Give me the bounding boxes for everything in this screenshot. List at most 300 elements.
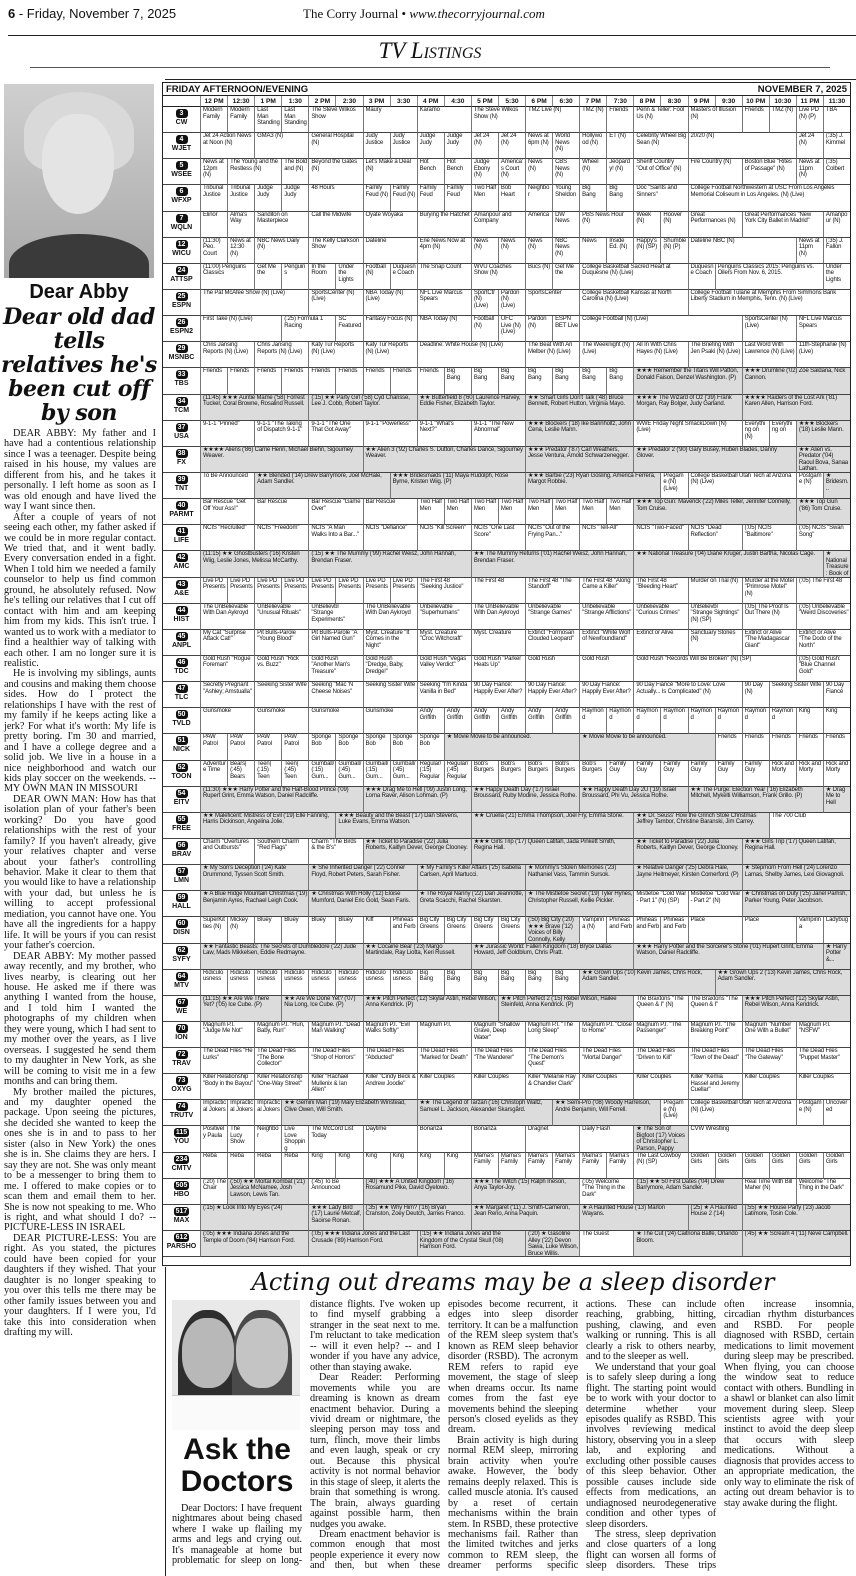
channel-number: 5 — [176, 161, 188, 170]
program-listing: Football (N) — [363, 264, 390, 290]
program-listing: Friends — [335, 368, 362, 394]
dear-abby-body — [4, 429, 156, 1338]
program-listing: Mistletoe "Cold War - Part 2" (N) — [688, 891, 742, 917]
movie-listing: ★★ Pitch Perfect 2 ('15) Rebel Wilson, Hailee Steinfeld, Anna Kendrick. (P) — [498, 996, 633, 1022]
program-listing: News at 11pm (N) — [796, 159, 823, 185]
time-slot-header: 5 PM — [471, 96, 498, 107]
program-listing: Magnum P.I. "NSFW" — [796, 1022, 850, 1048]
channel-number: 38 — [176, 449, 188, 458]
time-slot-header: 12:30 — [227, 96, 254, 107]
program-listing: The Steve Wilkos Show (N) — [471, 107, 525, 133]
program-listing: Phineas and Ferb — [633, 917, 660, 943]
program-listing: PAW Patrol — [227, 734, 254, 760]
movie-listing: ★ A Blue Ridge Mountain Christmas ('19) Benjamin Ayres, Rachael Leigh Cook. — [200, 891, 308, 917]
movie-listing: ★★★ Top Gun: Maverick ('22) Miles Teller, Jennifer Connelly, Tom Cruise. — [633, 499, 796, 525]
program-listing: Golden Girls — [688, 1153, 715, 1179]
program-listing: King — [444, 1153, 471, 1179]
movie-listing: ★ Mommy's Stolen Memories ('23) Nathaniel Vass, Tammin Sursok. — [525, 865, 633, 891]
program-listing: SportsCenter — [525, 290, 579, 316]
program-listing: (:05) Gold Rush: "Blue Channel Gold" — [796, 656, 850, 682]
channel-call-sign: MTV — [174, 981, 189, 989]
program-listing: Extinct "Formosan Clouded Leopard" — [525, 630, 579, 656]
movie-listing: ★★ Happy Death Day ('17) Israel Broussard, Ruby Modine, Jessica Rothe. — [471, 787, 579, 813]
movie-listing: ★★ Smart Girls Don't Talk ('48) Bruce Bennett, Robert Hutton, Virginia Mayo. — [525, 395, 633, 421]
program-listing: Under the Lights — [335, 264, 362, 290]
program-listing: Sheriff Country "Out of Office" (N) — [633, 159, 687, 185]
paragraph: Dream enactment behavior is common enough that most people experience it every now and then, but when these episodes become recurrent, it edges into sleep disorder territory. It can be a malfunction of the REM sleep system that's known as REM sleep behavior disorder (RSBD). The acronym REM refers to rapid eye movement, the stage of sleep when dreams occur. Its name comes from the fast eye movements behind the sleeping person's closed eyelids as they dream. — [310, 1299, 578, 1572]
program-listing: Jet 24 (N) — [796, 133, 823, 159]
movie-listing: ★ The Cut ('24) Caitriona Balfe, Orlando Bloom. — [633, 1231, 741, 1257]
program-listing: TMZ (N) — [769, 107, 796, 133]
program-listing: WVU Coaches Show (N) — [471, 264, 525, 290]
channel-number: 59 — [176, 893, 188, 902]
channel-number: 46 — [176, 658, 188, 667]
channel-call-sign: A&E — [174, 589, 189, 597]
program-listing: Oyate Woyaka — [363, 212, 417, 238]
program-listing: PAW Patrol — [281, 734, 308, 760]
program-listing: The Bold and (N) — [281, 159, 308, 185]
channel-label — [163, 787, 200, 813]
program-listing: Regular/(:45) Regular — [444, 761, 471, 787]
program-listing: Postgame (N) — [796, 473, 823, 499]
program-listing: UnBelievbl "Strange Sightings" (N) (SP) — [688, 604, 742, 630]
program-listing: Bob's Burgers — [525, 761, 552, 787]
program-listing: 90 Day Fiancé: Happily Ever After? — [579, 682, 633, 708]
program-listing: Judge Judy — [254, 185, 281, 211]
program-listing: Live PD Presents — [200, 578, 227, 604]
program-listing: Teen|(:15) Teen — [254, 761, 281, 787]
program-listing: Fantasy Focus (N) — [363, 316, 417, 342]
program-listing: Friends — [363, 368, 390, 394]
movie-listing: ★★ Happy Death Day 2U ('19) Israel Broussard, Phi Vu, Jessica Rothe. — [579, 787, 687, 813]
program-listing: 9-1-1 "Powerless" — [363, 421, 417, 447]
program-listing: Two Half Men — [471, 499, 498, 525]
channel-number: 50 — [176, 710, 188, 719]
channel-number: 505 — [175, 1181, 188, 1189]
program-listing: The Braxtons "The Queen & I" — [688, 996, 742, 1022]
channel-header — [163, 96, 200, 107]
movie-listing: (:15) ★★ Indiana Jones and the Kingdom of the Crystal Skull ('08) Harrison Ford. — [417, 1231, 525, 1257]
movie-listing: ★ Drag Me to Hell — [823, 787, 850, 813]
channel-call-sign: NICK — [172, 746, 191, 754]
program-listing: Killer "Cindy Beck & Andrew Joodie" — [363, 1074, 417, 1100]
program-listing: King — [363, 1153, 390, 1179]
channel-call-sign: WICU — [172, 249, 191, 257]
program-listing: Gold Rush "Records Will Be Broken" (N) (SP) — [633, 656, 796, 682]
program-listing: America — [525, 212, 552, 238]
channel-label — [163, 839, 200, 865]
program-listing: Seeking "I'm Kinda Vanilla in Bed" — [417, 682, 471, 708]
program-listing: Two Half Men — [606, 499, 633, 525]
paper-url[interactable]: www.thecorryjournal.com — [409, 6, 545, 21]
program-listing: Killer Couples — [579, 1074, 633, 1100]
program-listing: (:35) Colbert — [823, 159, 850, 185]
program-listing: 90 Day (N) — [742, 682, 769, 708]
program-listing: NCIS "A Man Walks Into a Bar..." — [308, 525, 362, 551]
program-listing: Big City Greens — [471, 917, 498, 943]
program-listing: Last Word With Lawrence (N) (Live) — [742, 342, 796, 368]
program-listing: Mama's Family — [579, 1153, 606, 1179]
channel-number: 29 — [176, 344, 188, 353]
movie-listing: ★★ Cruella ('21) Emma Thompson, Joel Fry, Emma Stone. — [471, 813, 634, 839]
program-listing: Magnum P.I. "Dead Man Walking" — [308, 1022, 362, 1048]
program-listing: The Dead Files "He Lurks" — [200, 1048, 254, 1074]
program-listing: Magnum P.I. "Judge Me Not" — [200, 1022, 254, 1048]
program-listing: Gold Rush "Parker Heats Up" — [471, 656, 525, 682]
time-slot-header: 9 PM — [688, 96, 715, 107]
tv-listings-grid — [162, 82, 851, 1266]
movie-listing: ★★★★ The Wizard of Oz ('39) Frank Morgan, Ray Bolger, Judy Garland. — [633, 395, 741, 421]
program-listing: SpongeBob — [335, 734, 362, 760]
program-listing: Rick and Morty — [769, 761, 796, 787]
movie-listing: ★★ Grown Ups 2 ('13) Kevin James, Chris Rock, Adam Sandler. — [715, 970, 850, 996]
program-listing: Raymond — [606, 708, 633, 734]
program-listing: Ridiculousness — [335, 970, 362, 996]
program-listing: Friends — [308, 368, 335, 394]
movie-listing: ★★★★ Aliens ('86) Carrie Henn, Michael Biehn, Sigourney Weaver. — [200, 447, 363, 473]
program-listing: Two Half Men — [525, 499, 552, 525]
program-listing: Extinct or Alive "The Dodo of the North" — [796, 630, 850, 656]
ask-doctors-headline: Acting out dreams may be a sleep disorder — [251, 1268, 775, 1296]
channel-number: 26 — [176, 318, 188, 327]
program-listing: SuperKitties (N) — [200, 917, 227, 943]
channel-call-sign: WJET — [171, 145, 192, 153]
program-listing: Killer Couples — [633, 1074, 687, 1100]
movie-listing: ★★ Semi-Pro ('08) Woody Harrelson, André Benjamin, Will Ferrell. — [552, 1100, 660, 1126]
program-listing: News at 6pm (N) — [525, 133, 552, 159]
program-listing: Vampirina — [796, 917, 823, 943]
movie-listing: ★★ Predator 2 ('90) Gary Busey, Ruben Blades, Danny Glover. — [633, 447, 796, 473]
time-slot-header: 3 PM — [363, 96, 390, 107]
program-listing: Big Bang — [525, 970, 552, 996]
program-listing: Friends — [796, 734, 823, 760]
program-listing: Gunsmoke — [254, 708, 308, 734]
program-listing: America's Court (N) — [498, 159, 525, 185]
schedule-grid — [163, 96, 850, 1257]
movie-listing: ★ A Haunted House ('13) Marlon Wayans. — [579, 1205, 687, 1231]
movie-listing: (:50) ★★ Mortal Kombat ('21) Jessica McNamee, Josh Lawson, Lewis Tan. — [227, 1179, 308, 1205]
channel-label — [163, 970, 200, 996]
channel-number: 45 — [176, 632, 188, 641]
program-listing: Family Feud — [417, 185, 444, 211]
channel-call-sign: FREE — [172, 824, 191, 832]
program-listing: The Steve Wilkos Show — [308, 107, 362, 133]
program-listing: (:05) NCIS "Baltimore" — [742, 525, 796, 551]
channel-call-sign: ESPN — [171, 301, 192, 309]
program-listing: Big Bang — [552, 970, 579, 996]
program-listing: Reba — [200, 1153, 227, 1179]
program-listing: King — [308, 1153, 335, 1179]
movie-listing: ★★★ Bridesmaids ('11) Maya Rudolph, Rose Byrne, Kristen Wiig. (P) — [390, 473, 525, 499]
program-listing: Big Bang — [417, 970, 444, 996]
program-listing: Wheel (N) — [579, 159, 606, 185]
program-listing: Alma's Way — [227, 212, 254, 238]
movie-listing: ★ Movie Movie to be announced. — [444, 734, 579, 760]
program-listing: Bluey — [281, 917, 308, 943]
program-listing: Ridiculousness — [390, 970, 417, 996]
program-listing: The Weeknight (N) (Live) — [579, 342, 633, 368]
program-listing: Bob's Burgers — [471, 761, 498, 787]
program-listing: Under the Lights — [823, 264, 850, 290]
channel-number: 55 — [176, 815, 188, 824]
program-listing: Magnum P.I. "Evil Walks Softly" — [363, 1022, 417, 1048]
channel-label — [163, 159, 200, 185]
movie-listing: (:35) ★★ Why Him? ('16) Bryan Cranston, Zoey Deutch, James Franco. — [363, 1205, 471, 1231]
program-listing: News (N) — [525, 159, 552, 185]
program-listing: The Dead Files "Driven to Kill" — [633, 1048, 687, 1074]
movie-listing: ★ The Royal Nanny ('22) Dan Jeannotte, Greta Scacchi, Rachel Skarsten. — [417, 891, 525, 917]
movie-listing: (11:45) ★★★ Auntie Mame ('58) Forrest Tucker, Coral Browne, Rosalind Russell. — [200, 395, 308, 421]
program-listing: The Dead Files "The Gateway" — [742, 1048, 796, 1074]
program-listing: 9-1-1 "What's Next?" — [417, 421, 471, 447]
movie-listing: ★★★ Girls Trip ('17) Queen Latifah, Jada Pinkett Smith, Regina Hall. — [471, 839, 634, 865]
program-listing: Impractical Jokers — [200, 1100, 227, 1126]
channel-number: 34 — [176, 397, 188, 406]
program-listing: Mickey (N) — [227, 917, 254, 943]
paper-name: The Corry Journal • — [303, 6, 410, 21]
program-listing: Jet 24 Action News at Noon (N) — [200, 133, 254, 159]
channel-call-sign: CW — [175, 119, 188, 126]
program-listing: (:45) To Be Announced — [308, 1179, 362, 1205]
program-listing: Boston Blue "Rites of Passage" (N) — [742, 159, 796, 185]
channel-label — [163, 1048, 200, 1074]
channel-number: 43 — [176, 580, 188, 589]
movie-listing: ★★★ Pitch Perfect ('12) Skylar Astin, Rebel Wilson, Anna Kendrick. — [742, 996, 850, 1022]
movie-listing: ★★ Margaret ('11) J. Smith-Cameron, Jean Reno, Anna Paquin. — [471, 1205, 579, 1231]
channel-number: 72 — [176, 1050, 188, 1059]
channel-number: 44 — [176, 606, 188, 615]
movie-listing: (:15) ★★ 50 First Dates ('04) Drew Barrymore, Adam Sandler. — [633, 1179, 741, 1205]
channel-label — [163, 1153, 200, 1179]
program-listing: Big Bang — [606, 368, 633, 394]
page-header — [8, 4, 856, 36]
program-listing: Live PD Presents — [281, 578, 308, 604]
program-listing: Welcome "The Thing in the Dark" — [796, 1179, 850, 1205]
program-listing: My Cat "Surprise Attack Cat!" — [200, 630, 254, 656]
movie-listing: ★ Harry Potter &... — [823, 944, 850, 970]
channel-label — [163, 473, 200, 499]
movie-listing: (:15) ★★ The Mummy ('99) Rachel Weisz, John Hannah, Brendan Fraser. — [308, 551, 471, 577]
channel-label — [163, 656, 200, 682]
time-slot-header: 9:30 — [715, 96, 742, 107]
section-title: TV Listings — [30, 36, 830, 68]
channel-number: 74 — [176, 1102, 188, 1111]
program-listing: NCIS "Freedom" — [254, 525, 308, 551]
program-listing: (:20) The Chair — [200, 1179, 227, 1205]
program-listing: Positively Paula — [200, 1126, 227, 1152]
channel-call-sign: MSNBC — [168, 354, 195, 362]
movie-listing: ★★ Butterfield 8 ('60) Laurence Harvey, Eddie Fisher, Elizabeth Taylor. — [417, 395, 525, 421]
time-slot-header: 10 PM — [742, 96, 769, 107]
program-listing: College Basketball Sacred Heart at Duquesne (N) (Live) — [579, 264, 687, 290]
program-listing: News (N) — [471, 238, 498, 264]
channel-label — [163, 578, 200, 604]
channel-number: 54 — [176, 789, 188, 798]
channel-call-sign: EITV — [173, 798, 190, 806]
program-listing: 9-1-1 "The New Abnormal" — [471, 421, 525, 447]
program-listing: Live PD Presents — [308, 578, 335, 604]
program-listing: Place — [688, 917, 742, 943]
program-listing: Ladybug — [823, 917, 850, 943]
program-listing: Regular/(:15) Regular — [417, 761, 444, 787]
program-listing: Big Bang — [525, 368, 552, 394]
channel-label — [163, 708, 200, 734]
program-listing: PAW Patrol — [200, 734, 227, 760]
time-slot-header: 8:30 — [660, 96, 687, 107]
program-listing: Magnum P.I. "The Passenger" — [633, 1022, 687, 1048]
program-listing: Inside Ed. (N) — [606, 238, 633, 264]
program-listing: 90 Day Fiancé "More to Love: Love Actually... Is Complicated" (N) — [633, 682, 741, 708]
program-listing: Ridiculousness — [281, 970, 308, 996]
movie-listing: ★★★ Barbie ('23) Ryan Gosling, America Ferrera, Margot Robbie. — [525, 473, 660, 499]
program-listing: (:05) The First 48 — [796, 578, 850, 604]
program-listing: Big Bang — [579, 185, 606, 211]
channel-number: 612 — [175, 1234, 188, 1242]
program-listing: Karamo — [417, 107, 471, 133]
program-listing: Place — [742, 917, 796, 943]
program-listing: Friends — [390, 368, 417, 394]
masthead — [303, 6, 545, 22]
channel-label — [163, 1205, 200, 1231]
program-listing: Friends — [715, 734, 742, 760]
program-listing: Duquesne Coach — [688, 264, 715, 290]
program-listing: NBA Today (N) — [417, 316, 471, 342]
program-listing: Unbelievable "Strange Games" — [525, 604, 579, 630]
program-listing: Penn & Teller: Fool Us (N) — [633, 107, 687, 133]
program-listing: Two Half Men — [471, 185, 498, 211]
movie-listing: ★★★ Top Gun ('86) Tom Cruise. — [796, 499, 850, 525]
program-listing: Seeking "Mac 'N Cheese Noises" — [308, 682, 362, 708]
program-listing: Gold Rush "Rogue Foreman" — [200, 656, 254, 682]
paragraph: DEAR PICTURE-LESS: You are right. As you stated, the pictures could have been copied for your daughters if they wished. That your daughter is no longer speaking to you over this tells me there may be other family issues between you and your daughters. If I were you, I'd take this into consideration when drafting my will. — [4, 1232, 156, 1338]
program-listing: Call the Midwife — [308, 212, 362, 238]
program-listing: Raymond — [579, 708, 606, 734]
channel-label — [163, 316, 200, 342]
time-slot-header: 7:30 — [606, 96, 633, 107]
program-listing: The Last Cowboy (N) (SP) — [633, 1153, 687, 1179]
program-listing: PBS News Hour (N) — [579, 212, 633, 238]
program-listing: Get Me the — [552, 264, 579, 290]
channel-number: 7 — [176, 214, 188, 223]
program-listing: Judy Justice — [363, 133, 390, 159]
program-listing: Killer "Rachael Mullenix & Ian Allen" — [308, 1074, 362, 1100]
program-listing: UnBelievable "Unusual Rituals" — [254, 604, 308, 630]
movie-listing: ★★★ Beauty and the Beast ('17) Dan Stevens, Luke Evans, Emma Watson. — [335, 813, 470, 839]
program-listing: Mama's Family — [525, 1153, 552, 1179]
paragraph: He is involving my siblings, aunts and cousins and making them choose sides. How do I protect the relationships I have with the rest of my family if he keeps acting like a jerk? For what it's worth: My life is pretty boring. I'm 30 and married, and I have a college degree and a solid job. We live in a house in a nice neighborhood and watch our kids play soccer on the weekends. -- MY OWN MAN IN MISSOURI — [4, 668, 156, 795]
program-listing: Seeking Sister Wife — [254, 682, 308, 708]
program-listing: Ridiculousness — [308, 970, 335, 996]
program-listing: (11:00) Penguins Classics — [200, 264, 254, 290]
program-listing: The UnBelievable With Dan Aykroyd — [200, 604, 254, 630]
program-listing: Raymond — [715, 708, 742, 734]
movie-listing: (11:30) ★★★ Harry Potter and the Half-Blood Prince ('09) Rupert Grint, Emma Watson, Daniel Radcliffe. — [200, 787, 363, 813]
channel-call-sign: WQLN — [170, 223, 193, 231]
program-listing: The Pat McAfee Show (N) (Live) — [200, 290, 308, 316]
program-listing: Pit Bulls-Parole "Young Blood" — [254, 630, 308, 656]
channel-label — [163, 891, 200, 917]
program-listing: Charm "Overtures and Outbursts" — [200, 839, 254, 865]
program-listing: (:25) Formula 1 Racing — [281, 316, 335, 342]
channel-label — [163, 917, 200, 943]
program-listing: Maury — [363, 107, 417, 133]
channel-number: 41 — [176, 527, 188, 536]
program-listing: Young Sheldon — [552, 185, 579, 211]
program-listing: NCIS "Dead Reflection" — [688, 525, 742, 551]
program-listing: Judge Judy — [281, 185, 308, 211]
program-listing: Unbelievable "Curious Crimes" — [633, 604, 687, 630]
movie-listing: ★★ Fantastic Beasts: The Secrets of Dumbledore ('22) Jude Law, Mads Mikkelsen, Eddie Redmayne. — [200, 944, 363, 970]
program-listing: WWE Friday Night SmackDown (N) (Live) — [633, 421, 741, 447]
program-listing: Fire Country (N) — [688, 159, 742, 185]
program-listing: The Dead Files "Abducted" — [363, 1048, 417, 1074]
program-listing: Magnum P.I. "The Breaking Point" — [688, 1022, 742, 1048]
program-listing: Raymond — [742, 708, 769, 734]
channel-number: 6 — [176, 187, 188, 196]
program-listing: TMZ Live (N) — [525, 107, 579, 133]
program-listing: Big City Greens — [417, 917, 444, 943]
program-listing: Bar Rescue "Game Over" — [308, 499, 362, 525]
movie-listing: ★★ The Mummy Returns ('01) Rachel Weisz, John Hannah, Brendan Fraser. — [471, 551, 634, 577]
program-listing: CBS News (N) — [552, 159, 579, 185]
program-listing: NFL Live Marcus Spears — [796, 316, 850, 342]
program-listing: Jet 24 (N) — [498, 133, 525, 159]
program-listing: Killer Couples — [471, 1074, 525, 1100]
program-listing: CVW Wrestling — [688, 1126, 851, 1152]
movie-listing: (:45) ★★ Scream 4 ('11) Neve Campbell. — [742, 1231, 850, 1257]
program-listing: The First 48 "Seeking Justice" — [417, 578, 471, 604]
program-listing: Everything on — [769, 421, 796, 447]
program-listing: Hot Bench — [417, 159, 444, 185]
channel-label — [163, 212, 200, 238]
program-listing: Golden Girls — [715, 1153, 742, 1179]
program-listing: (11:30) Peo. Court — [200, 238, 227, 264]
movie-listing: ★★ Dr. Seuss' How the Grinch Stole Christmas Jeffrey Tambor, Christine Baranski, Jim Carrey. — [633, 813, 768, 839]
program-listing: Modern Family — [227, 107, 254, 133]
program-listing: Impractical Jokers — [254, 1100, 281, 1126]
movie-listing: ★ Relative Danger ('25) Debra Hale, Jayne Heitmeyer, Kirsten Comerford. (P) — [633, 865, 741, 891]
program-listing: Let's Make a Deal (N) — [363, 159, 417, 185]
channel-label — [163, 421, 200, 447]
program-listing: Magnum P.I. "The Long Sleep" — [525, 1022, 579, 1048]
program-listing: Postgame (N) — [796, 1100, 823, 1126]
program-listing: Big Bang — [579, 368, 606, 394]
tv-grid-date: NOVEMBER 7, 2025 — [757, 84, 847, 95]
program-listing: Gunsmoke — [308, 708, 362, 734]
channel-call-sign: MAX — [173, 1216, 190, 1224]
program-listing: College Football (N) (Live) — [579, 316, 742, 342]
program-listing: Gumball/(:45) Gum... — [335, 761, 362, 787]
channel-label — [163, 604, 200, 630]
program-listing: Killer Couples — [417, 1074, 471, 1100]
channel-label — [163, 1126, 200, 1152]
movie-listing: ★★ Alien 3 ('92) Charles S. Dutton, Charles Dance, Sigourney Weaver. — [363, 447, 526, 473]
program-listing: Bluey — [308, 917, 335, 943]
program-listing: Raymond — [688, 708, 715, 734]
program-listing: Friends — [281, 368, 308, 394]
program-listing: Phineas and Ferb — [660, 917, 687, 943]
program-listing: SportCtr (N) (Live) — [471, 290, 498, 316]
program-listing: Sanditon on Masterpiece — [254, 212, 308, 238]
ask-doctors-photo — [172, 1300, 300, 1430]
program-listing: Real Time With Bill Maher (N) — [742, 1179, 796, 1205]
program-listing: Pardon (N) — [525, 316, 552, 342]
program-listing: Amanpour and Company — [471, 212, 525, 238]
paragraph: Dear Doctors: I have frequent nightmares about being chased where I wake up flailing my arms and legs and crying out. It's manageable at home but problematic for sleep on long-distance flights. I've woken up to find myself grabbing a stranger in the seat next to me. I'm reluctant to take medication -- will it even help? -- and I wonder if you have any advice, other than staying awake. — [172, 1299, 440, 1567]
program-listing: UnBelievbl "Strange Experiments" — [308, 604, 362, 630]
time-slot-header: 4:30 — [444, 96, 471, 107]
program-listing: Katy Tur Reports (N) (Live) — [363, 342, 417, 368]
